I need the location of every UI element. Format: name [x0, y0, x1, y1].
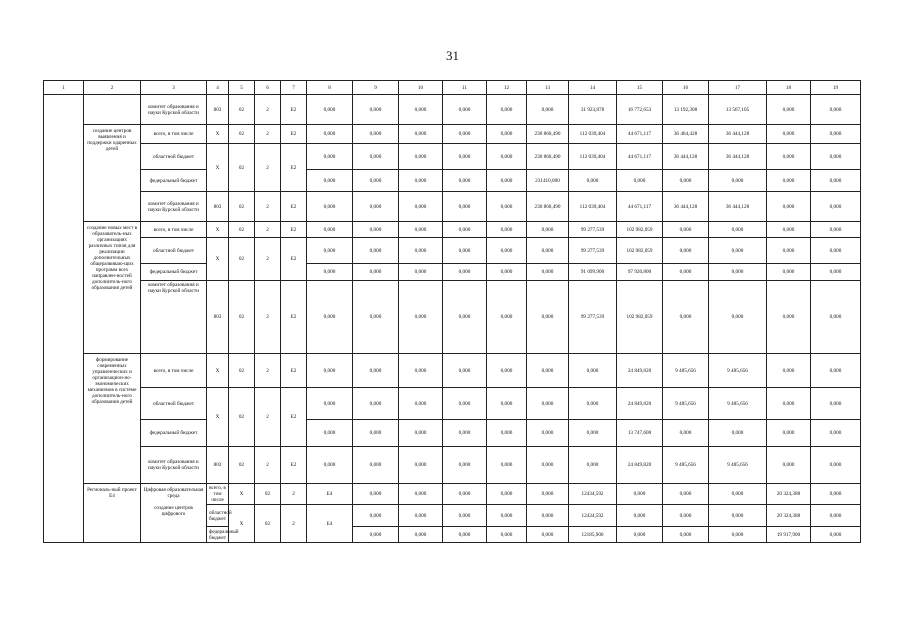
value-cell: 0,000	[443, 484, 487, 505]
value-cell: 0,000	[399, 222, 443, 238]
value-cell: 0,000	[617, 484, 663, 505]
value-cell: 0,000	[527, 95, 569, 125]
value-cell: Е2	[281, 222, 307, 238]
value-cell: 0,000	[443, 125, 487, 144]
value-cell: 0,000	[709, 238, 767, 264]
header-cell: 12	[487, 81, 527, 95]
value-cell: 0,000	[487, 125, 527, 144]
value-cell: 2	[255, 125, 281, 144]
value-cell: 2	[281, 484, 307, 505]
value-cell: 99 277,539	[569, 222, 617, 238]
value-cell: 13 567,105	[709, 95, 767, 125]
header-cell: 3	[141, 81, 207, 95]
value-cell: Х	[229, 505, 255, 543]
value-cell: 0,000	[527, 527, 569, 543]
value-cell: 2	[255, 144, 281, 192]
value-cell: Х	[207, 125, 229, 144]
value-cell: 0,000	[811, 484, 861, 505]
value-cell: 0,000	[307, 420, 353, 447]
value-cell: Е2	[281, 281, 307, 354]
value-cell: 0,000	[307, 447, 353, 484]
value-cell: 0,000	[811, 144, 861, 170]
table-row	[44, 447, 861, 484]
header-cell: 9	[353, 81, 399, 95]
value-cell: 0,000	[353, 264, 399, 281]
table-row	[44, 95, 861, 125]
value-cell: 803	[207, 95, 229, 125]
value-cell: Х	[207, 354, 229, 388]
value-cell: 2	[255, 281, 281, 354]
value-cell: 0,000	[811, 222, 861, 238]
value-cell: 0,000	[443, 505, 487, 527]
header-cell: 7	[281, 81, 307, 95]
value-cell: Е4	[307, 505, 353, 543]
value-cell: 0,000	[443, 388, 487, 420]
value-cell: 0,000	[527, 222, 569, 238]
source-cell: федеральный бюджет	[141, 420, 207, 447]
table-row	[44, 420, 861, 447]
value-cell: 0,000	[353, 125, 399, 144]
value-cell: 0,000	[353, 281, 399, 354]
value-cell: 2	[255, 95, 281, 125]
value-cell: 36 444,128	[709, 125, 767, 144]
source-cell: комитет образования и науки Курской области	[141, 447, 207, 484]
value-cell: 0,000	[307, 125, 353, 144]
value-cell: 0,000	[487, 170, 527, 192]
value-cell: 230 860,490	[527, 192, 569, 222]
value-cell: 0,000	[443, 354, 487, 388]
value-cell: 02	[229, 222, 255, 238]
value-cell: Х	[207, 222, 229, 238]
source-cell: комитет образования и науки Курской области	[141, 95, 207, 125]
value-cell: 0,000	[399, 238, 443, 264]
value-cell: Е2	[281, 125, 307, 144]
value-cell: 0,000	[353, 192, 399, 222]
value-cell: 231410,000	[527, 170, 569, 192]
table-row	[44, 264, 861, 281]
value-cell: 02	[255, 505, 281, 543]
value-cell: 0,000	[487, 281, 527, 354]
measure-cell	[84, 95, 141, 125]
value-cell: Е4	[307, 484, 353, 505]
source-cell: областной бюджет	[207, 505, 229, 527]
value-cell: 0,000	[353, 95, 399, 125]
value-cell: 2	[255, 238, 281, 281]
value-cell: 0,000	[399, 447, 443, 484]
source-cell: областной бюджет	[141, 238, 207, 264]
value-cell: 0,000	[353, 527, 399, 543]
value-cell: 0,000	[663, 222, 709, 238]
header-cell: 17	[709, 81, 767, 95]
value-cell: 0,000	[811, 238, 861, 264]
source-cell: федеральный бюджет	[141, 264, 207, 281]
value-cell: 0,000	[443, 281, 487, 354]
value-cell: 0,000	[663, 264, 709, 281]
source-cell: федеральный бюджет	[207, 527, 229, 543]
value-cell: 0,000	[569, 420, 617, 447]
value-cell: 0,000	[811, 125, 861, 144]
value-cell: 99 277,539	[569, 281, 617, 354]
value-cell: 0,000	[527, 281, 569, 354]
source-cell: комитет образования и науки Курской области	[141, 192, 207, 222]
value-cell: 0,000	[709, 505, 767, 527]
value-cell: 36 444,128	[709, 144, 767, 170]
value-cell: 0,000	[443, 264, 487, 281]
value-cell: 0,000	[353, 238, 399, 264]
value-cell: 0,000	[709, 527, 767, 543]
value-cell: 102 982,059	[617, 281, 663, 354]
value-cell: 12185,900	[569, 527, 617, 543]
value-cell: 0,000	[353, 388, 399, 420]
value-cell: 19 917,900	[767, 527, 811, 543]
value-cell: 0,000	[663, 484, 709, 505]
source-cell: всего, в том числе	[141, 222, 207, 238]
value-cell: Х	[207, 238, 229, 281]
value-cell: 0,000	[399, 484, 443, 505]
value-cell: 0,000	[767, 354, 811, 388]
value-cell: 0,000	[767, 447, 811, 484]
value-cell: 12434,592	[569, 484, 617, 505]
value-cell: 0,000	[617, 527, 663, 543]
value-cell: 0,000	[487, 95, 527, 125]
value-cell: 0,000	[709, 420, 767, 447]
value-cell: 2	[255, 447, 281, 484]
value-cell: 0,000	[767, 264, 811, 281]
value-cell: 0,000	[353, 144, 399, 170]
value-cell: 13 747,600	[617, 420, 663, 447]
value-cell: 0,000	[767, 144, 811, 170]
value-cell: 112 039,404	[569, 125, 617, 144]
table-row	[44, 144, 861, 170]
value-cell: 0,000	[353, 505, 399, 527]
value-cell: 0,000	[767, 281, 811, 354]
value-cell: 0,000	[487, 420, 527, 447]
page-number: 31	[446, 48, 459, 63]
value-cell: 91 099,900	[569, 264, 617, 281]
value-cell: 0,000	[307, 354, 353, 388]
source-cell: комитет образования и науки Курской области	[141, 281, 207, 354]
value-cell: 02	[229, 144, 255, 192]
table-row	[44, 388, 861, 420]
value-cell: 0,000	[307, 192, 353, 222]
value-cell: 0,000	[487, 264, 527, 281]
value-cell: 102 982,059	[617, 238, 663, 264]
value-cell: 2	[281, 505, 307, 543]
value-cell: 0,000	[307, 95, 353, 125]
header-cell: 2	[84, 81, 141, 95]
value-cell: 0,000	[443, 238, 487, 264]
value-cell: 9 485,656	[709, 447, 767, 484]
value-cell: 0,000	[487, 222, 527, 238]
value-cell: 99 277,539	[569, 238, 617, 264]
project-cell: Региональ-ный проект Е4	[84, 484, 141, 543]
value-cell: 0,000	[353, 170, 399, 192]
value-cell: 0,000	[487, 505, 527, 527]
value-cell: 0,000	[811, 264, 861, 281]
value-cell: 0,000	[663, 170, 709, 192]
value-cell: 02	[229, 125, 255, 144]
value-cell: 9 485,656	[663, 354, 709, 388]
value-cell: 0,000	[811, 170, 861, 192]
value-cell: 36 444,128	[709, 192, 767, 222]
value-cell: 0,000	[663, 281, 709, 354]
value-cell: 13 192,308	[663, 95, 709, 125]
value-cell: 02	[229, 447, 255, 484]
value-cell: 0,000	[399, 505, 443, 527]
value-cell: 0,000	[307, 144, 353, 170]
value-cell: Е2	[281, 192, 307, 222]
value-cell: 0,000	[767, 170, 811, 192]
header-cell: 18	[767, 81, 811, 95]
value-cell: 0,000	[527, 505, 569, 527]
value-cell: 0,000	[443, 95, 487, 125]
value-cell: 0,000	[709, 264, 767, 281]
value-cell: 112 039,404	[569, 192, 617, 222]
value-cell: 0,000	[811, 388, 861, 420]
value-cell: Е2	[281, 144, 307, 192]
value-cell: 2	[255, 354, 281, 388]
header-cell: 5	[229, 81, 255, 95]
value-cell: 31 923,878	[569, 95, 617, 125]
value-cell: 0,000	[443, 420, 487, 447]
value-cell: 0,000	[767, 388, 811, 420]
value-cell: 20 324,388	[767, 505, 811, 527]
value-cell: 0,000	[399, 125, 443, 144]
measure-cell: создание центров выявления и поддержки одаренных детей	[84, 125, 141, 222]
source-cell: областной бюджет	[141, 144, 207, 170]
value-cell: 0,000	[811, 420, 861, 447]
value-cell: 102 982,059	[617, 222, 663, 238]
table-row	[44, 354, 861, 388]
value-cell: 24 849,820	[617, 447, 663, 484]
value-cell: 24 849,820	[617, 388, 663, 420]
value-cell: 0,000	[617, 170, 663, 192]
header-cell: 13	[527, 81, 569, 95]
value-cell: 12434,592	[569, 505, 617, 527]
value-cell: 2	[255, 222, 281, 238]
header-cell: 10	[399, 81, 443, 95]
table-row	[44, 125, 861, 144]
value-cell: 0,000	[307, 388, 353, 420]
value-cell: 97 920,800	[617, 264, 663, 281]
value-cell: 0,000	[399, 192, 443, 222]
value-cell: 0,000	[527, 238, 569, 264]
table-row	[44, 192, 861, 222]
measure-cell: формирование современных управленческих и организацион-но-экономических механизмов в системе дополнитель-ного образования детей	[84, 354, 141, 484]
value-cell: 0,000	[811, 354, 861, 388]
value-cell: 20 324,388	[767, 484, 811, 505]
value-cell: 0,000	[527, 388, 569, 420]
value-cell: 0,000	[767, 222, 811, 238]
value-cell: Е2	[281, 238, 307, 281]
value-cell: 0,000	[569, 170, 617, 192]
value-cell: 16 772,653	[617, 95, 663, 125]
value-cell: 0,000	[709, 484, 767, 505]
value-cell: 0,000	[307, 264, 353, 281]
header-cell: 11	[443, 81, 487, 95]
value-cell: 0,000	[399, 95, 443, 125]
value-cell: 0,000	[811, 192, 861, 222]
value-cell: 0,000	[767, 192, 811, 222]
value-cell: 0,000	[663, 527, 709, 543]
measure-cell: создание новых мест в образователь-ных организациях различных типов для реализации дополнительных общеразвиваю-щих программ всех направлен-ностей дополнитель-ного образования детей	[84, 222, 141, 354]
value-cell: 0,000	[811, 281, 861, 354]
value-cell: 0,000	[767, 238, 811, 264]
value-cell: 02	[229, 388, 255, 447]
value-cell: 0,000	[569, 388, 617, 420]
value-cell: 0,000	[399, 170, 443, 192]
value-cell: Е2	[281, 354, 307, 388]
value-cell: 0,000	[353, 354, 399, 388]
value-cell: 0,000	[399, 144, 443, 170]
header-cell: 16	[663, 81, 709, 95]
value-cell: 24 849,820	[617, 354, 663, 388]
value-cell: 0,000	[767, 420, 811, 447]
value-cell: 0,000	[353, 420, 399, 447]
header-cell: 1	[44, 81, 84, 95]
value-cell: 02	[229, 238, 255, 281]
value-cell: 0,000	[527, 354, 569, 388]
table-row	[44, 238, 861, 264]
value-cell: 0,000	[709, 281, 767, 354]
value-cell: 02	[229, 192, 255, 222]
value-cell: 0,000	[487, 144, 527, 170]
value-cell: 9 485,656	[663, 447, 709, 484]
value-cell: 0,000	[353, 484, 399, 505]
value-cell: 0,000	[443, 527, 487, 543]
value-cell: 44 671,117	[617, 192, 663, 222]
value-cell: 230 860,490	[527, 125, 569, 144]
header-cell: 14	[569, 81, 617, 95]
value-cell: 0,000	[487, 447, 527, 484]
value-cell: 36 464,428	[663, 125, 709, 144]
value-cell: Х	[207, 144, 229, 192]
value-cell: Е2	[281, 95, 307, 125]
budget-table	[43, 80, 861, 543]
value-cell: 0,000	[617, 505, 663, 527]
value-cell: 0,000	[443, 447, 487, 484]
value-cell: 0,000	[527, 484, 569, 505]
value-cell: 0,000	[811, 527, 861, 543]
source-cell: областной бюджет	[141, 388, 207, 420]
value-cell: 44 671,117	[617, 144, 663, 170]
value-cell: 02	[229, 354, 255, 388]
value-cell: 230 860,490	[527, 144, 569, 170]
table-row	[44, 281, 861, 354]
value-cell: 0,000	[767, 125, 811, 144]
measure-cell: Цифровая образовательная среда создание центров цифрового	[141, 484, 207, 543]
value-cell: 0,000	[443, 170, 487, 192]
value-cell: Х	[229, 484, 255, 505]
value-cell: 112 039,404	[569, 144, 617, 170]
value-cell: 0,000	[663, 238, 709, 264]
value-cell: 0,000	[527, 420, 569, 447]
value-cell: 0,000	[399, 354, 443, 388]
value-cell: 02	[229, 95, 255, 125]
value-cell: 0,000	[307, 281, 353, 354]
value-cell: 0,000	[709, 222, 767, 238]
value-cell: 0,000	[527, 447, 569, 484]
source-cell: всего, в том числе	[141, 125, 207, 144]
column-number-row	[44, 81, 861, 95]
value-cell: 0,000	[487, 192, 527, 222]
table-row	[44, 170, 861, 192]
value-cell: 0,000	[353, 447, 399, 484]
value-cell: 44 671,117	[617, 125, 663, 144]
value-cell: 02	[229, 281, 255, 354]
value-cell: 0,000	[443, 192, 487, 222]
value-cell: 0,000	[811, 447, 861, 484]
value-cell: 0,000	[663, 505, 709, 527]
value-cell: Х	[207, 388, 229, 447]
project-cell	[44, 95, 84, 543]
header-cell: 19	[811, 81, 861, 95]
value-cell: 0,000	[399, 388, 443, 420]
header-cell: 15	[617, 81, 663, 95]
value-cell: 9 485,656	[709, 388, 767, 420]
value-cell: 0,000	[399, 420, 443, 447]
header-cell: 8	[307, 81, 353, 95]
value-cell: 0,000	[487, 354, 527, 388]
header-cell: 6	[255, 81, 281, 95]
value-cell: 02	[255, 484, 281, 505]
value-cell: 36 444,128	[663, 192, 709, 222]
value-cell: 0,000	[399, 264, 443, 281]
value-cell: 0,000	[443, 144, 487, 170]
value-cell: 0,000	[811, 505, 861, 527]
source-cell: всего, в том числе	[207, 484, 229, 505]
source-cell: федеральный бюджет	[141, 170, 207, 192]
source-cell: всего, в том числе	[141, 354, 207, 388]
value-cell: 9 485,656	[709, 354, 767, 388]
header-cell: 4	[207, 81, 229, 95]
table-row	[44, 484, 861, 505]
value-cell: 803	[207, 281, 229, 354]
value-cell: 0,000	[399, 281, 443, 354]
value-cell: 0,000	[399, 527, 443, 543]
value-cell: 0,000	[307, 238, 353, 264]
value-cell: 0,000	[569, 447, 617, 484]
value-cell: 0,000	[353, 222, 399, 238]
value-cell: 0,000	[487, 388, 527, 420]
value-cell: 0,000	[307, 222, 353, 238]
value-cell: 0,000	[443, 222, 487, 238]
value-cell: 36 444,128	[663, 144, 709, 170]
value-cell: 0,000	[527, 264, 569, 281]
value-cell: 0,000	[487, 527, 527, 543]
value-cell: 0,000	[709, 170, 767, 192]
value-cell: 803	[207, 192, 229, 222]
value-cell: 2	[255, 192, 281, 222]
value-cell: 0,000	[767, 95, 811, 125]
value-cell: 0,000	[569, 354, 617, 388]
value-cell: 0,000	[811, 95, 861, 125]
value-cell: 9 485,656	[663, 388, 709, 420]
value-cell: 0,000	[487, 238, 527, 264]
value-cell: 0,000	[487, 484, 527, 505]
value-cell: Е2	[281, 388, 307, 447]
value-cell: 0,000	[307, 170, 353, 192]
value-cell: Е2	[281, 447, 307, 484]
table-row	[44, 222, 861, 238]
value-cell: 2	[255, 388, 281, 447]
value-cell: 0,000	[663, 420, 709, 447]
value-cell: 803	[207, 447, 229, 484]
